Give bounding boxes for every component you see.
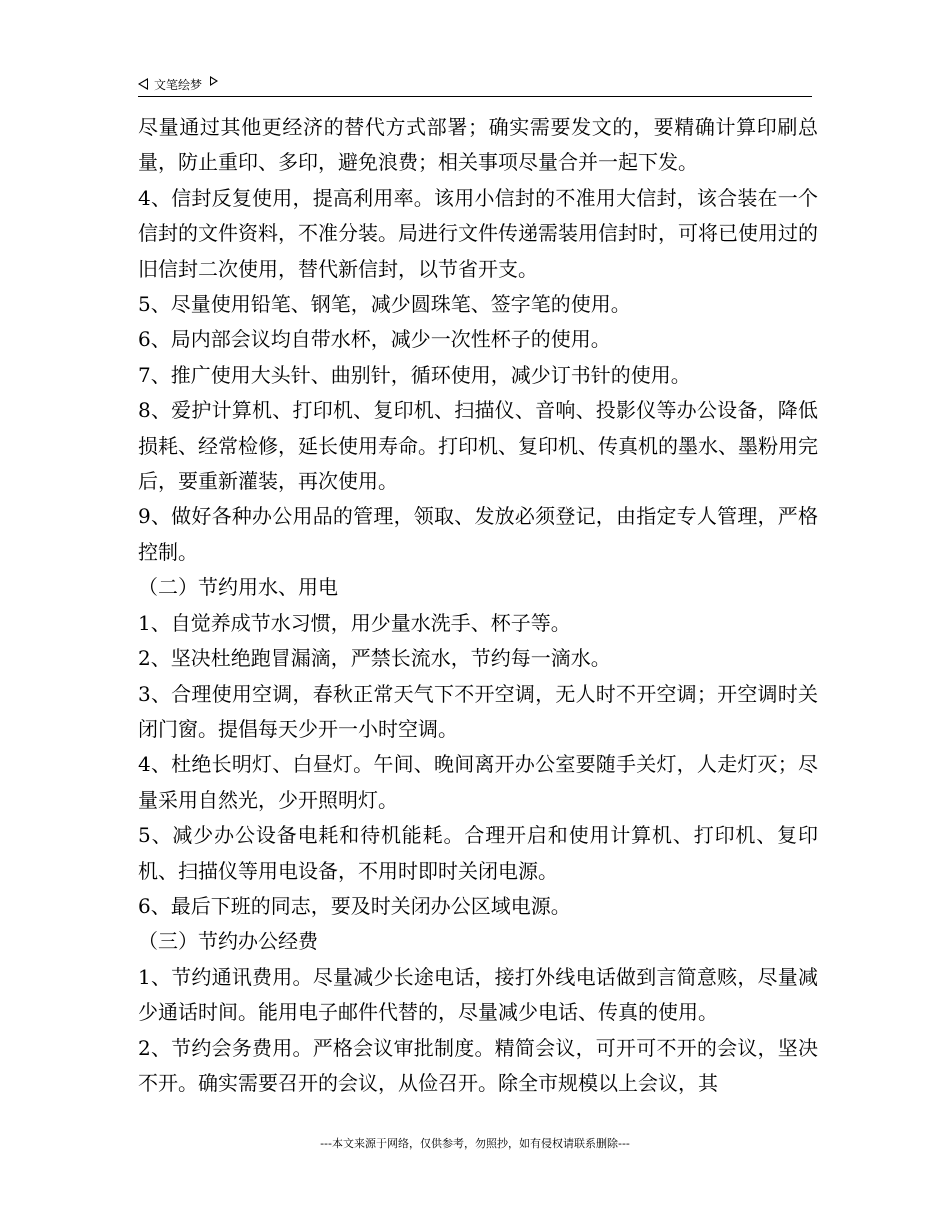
- paragraph: 6、局内部会议均自带水杯，减少一次性杯子的使用。: [138, 327, 611, 352]
- paragraph: 8、爱护计算机、打印机、复印机、扫描仪、音响、投影仪等办公设备，降低损耗、经常检修，延长使用寿命。打印机、复印机、传真机的墨水、墨粉用完后，要重新灌装，再次使用。: [138, 398, 818, 494]
- paragraph: 3、合理使用空调，春秋正常天气下不开空调，无人时不开空调；开空调时关闭门窗。提倡每天少开一小时空调。: [138, 681, 818, 741]
- paragraph: 5、减少办公设备电耗和待机能耗。合理开启和使用计算机、打印机、复印机、扫描仪等用电设备，不用时即时关闭电源。: [138, 823, 818, 883]
- paragraph: 9、做好各种办公用品的管理，领取、发放必须登记，由指定专人管理，严格控制。: [138, 504, 818, 564]
- paragraph: 4、杜绝长明灯、白昼灯。午间、晚间离开办公室要随手关灯，人走灯灭；尽量采用自然光，少开照明灯。: [138, 752, 818, 812]
- paragraph: 1、自觉养成节水习惯，用少量水洗手、杯子等。: [138, 610, 571, 635]
- paragraph: 6、最后下班的同志，要及时关闭办公区域电源。: [138, 893, 571, 918]
- paragraph: 2、节约会务费用。严格会议审批制度。精简会议，可开可不开的会议，坚决不开。确实需要召开的会议，从俭召开。除全市规模以上会议，其: [138, 1035, 818, 1095]
- section-heading: （三）节约办公经费: [138, 929, 318, 954]
- paragraph: 5、尽量使用铅笔、钢笔，减少圆珠笔、签字笔的使用。: [138, 292, 631, 317]
- paragraph: 4、信封反复使用，提高利用率。该用小信封的不准用大信封，该合装在一个信封的文件资料，不准分装。局进行文件传递需装用信封时，可将已使用过的旧信封二次使用，替代新信封，以节省开支。: [138, 185, 818, 281]
- header-title: 文笔绘梦: [154, 77, 203, 92]
- document-body: [138, 110, 818, 1101]
- triangle-right-icon: [210, 76, 218, 86]
- paragraph: 尽量通过其他更经济的替代方式部署；确实需要发文的，要精确计算印刷总量，防止重印、多印，避免浪费；相关事项尽量合并一起下发。: [138, 115, 818, 175]
- triangle-left-icon: [138, 78, 148, 90]
- page-footer: ---本文来源于网络，仅供参考，勿照抄，如有侵权请联系删除---: [320, 1137, 630, 1150]
- section-heading: （二）节约用水、用电: [138, 575, 338, 600]
- page-header: [138, 72, 812, 97]
- paragraph: 7、推广使用大头针、曲别针，循环使用，减少订书针的使用。: [138, 362, 691, 387]
- paragraph: 2、坚决杜绝跑冒漏滴，严禁长流水，节约每一滴水。: [138, 646, 611, 671]
- paragraph: 1、节约通讯费用。尽量减少长途电话，接打外线电话做到言简意赅，尽量减少通话时间。能用电子邮件代替的，尽量减少电话、传真的使用。: [138, 964, 818, 1025]
